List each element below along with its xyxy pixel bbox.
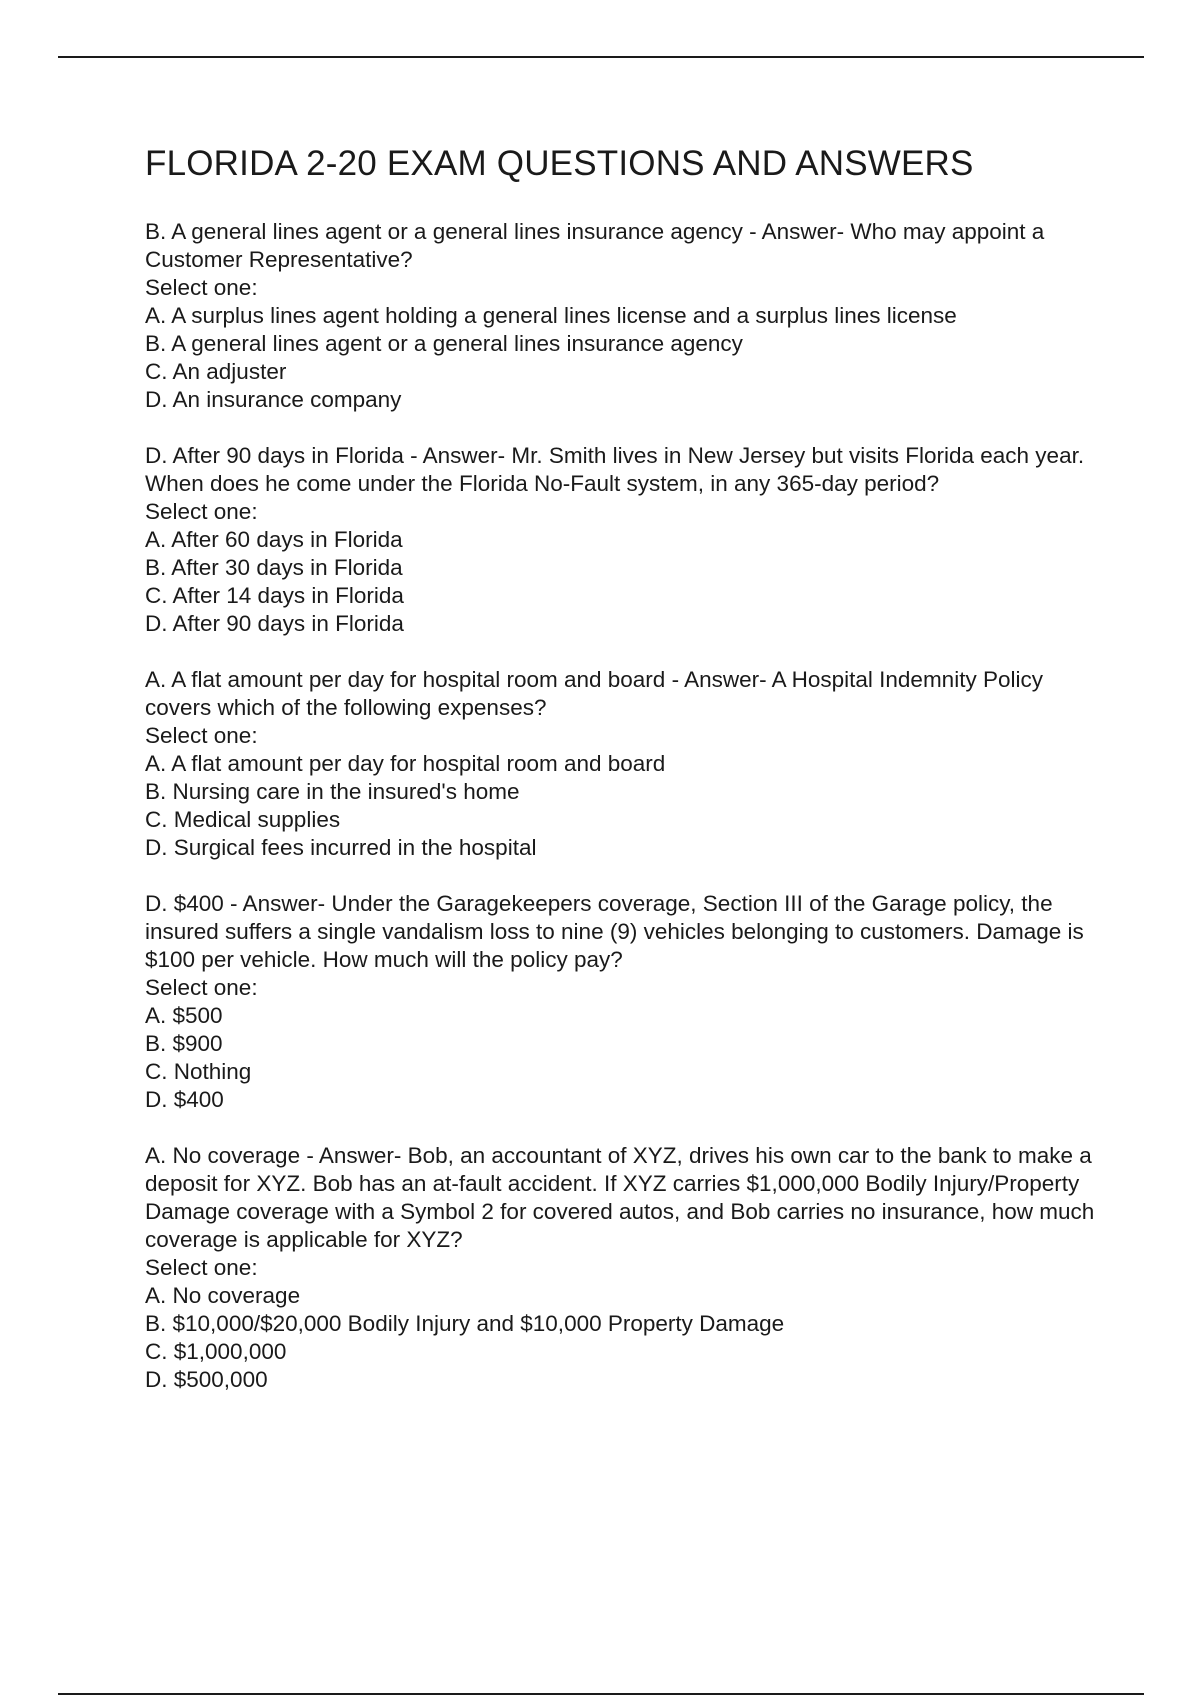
answer-option: B. A general lines agent or a general lines insurance agency [145,331,743,356]
answer-option: A. No coverage [145,1283,301,1308]
bottom-rule [58,1693,1144,1695]
select-one-label: Select one: [145,975,258,1000]
question-block [145,1142,1105,1394]
answer-options [145,526,1105,638]
question-prompt: D. $400 - Answer- Under the Garagekeepers coverage, Section III of the Garage policy, the insured suffers a single vandalism loss to nine (9) vehicles belonging to customers. Damage is $100 per vehicle. How much will the policy pay? [145,891,1084,972]
question-prompt: B. A general lines agent or a general lines insurance agency - Answer- Who may appoint a Customer Representative? [145,219,1045,272]
select-one-label: Select one: [145,275,258,300]
answer-option: A. A flat amount per day for hospital room and board [145,751,666,776]
question-block [145,218,1105,414]
answer-options [145,1002,1105,1114]
answer-option: D. $500,000 [145,1367,268,1392]
answer-option: C. An adjuster [145,359,287,384]
page-title: FLORIDA 2-20 EXAM QUESTIONS AND ANSWERS [145,144,974,183]
answer-option: A. $500 [145,1003,223,1028]
answer-option: A. A surplus lines agent holding a general lines license and a surplus lines license [145,303,957,328]
answer-option: D. An insurance company [145,387,402,412]
answer-options [145,1282,1105,1394]
select-one-label: Select one: [145,1255,258,1280]
answer-options [145,302,1105,414]
answer-option: B. $900 [145,1031,223,1056]
answer-option: B. After 30 days in Florida [145,555,403,580]
select-one-label: Select one: [145,723,258,748]
answer-option: B. $10,000/$20,000 Bodily Injury and $10,000 Property Damage [145,1311,785,1336]
question-prompt: A. A flat amount per day for hospital room and board - Answer- A Hospital Indemnity Policy covers which of the following expenses? [145,667,1043,720]
answer-option: C. $1,000,000 [145,1339,287,1364]
answer-option: C. Medical supplies [145,807,341,832]
question-block [145,890,1105,1114]
answer-option: B. Nursing care in the insured's home [145,779,520,804]
top-rule [58,56,1144,58]
answer-option: D. After 90 days in Florida [145,611,404,636]
question-prompt: A. No coverage - Answer- Bob, an accountant of XYZ, drives his own car to the bank to make a deposit for XYZ. Bob has an at-fault accident. If XYZ carries $1,000,000 Bodily Injury/Property Damage coverage with a Symbol 2 for covered autos, and Bob carries no insurance, how much coverage is applicable for XYZ? [145,1143,1095,1252]
answer-option: A. After 60 days in Florida [145,527,403,552]
select-one-label: Select one: [145,499,258,524]
document-body [145,142,1105,1422]
question-prompt: D. After 90 days in Florida - Answer- Mr. Smith lives in New Jersey but visits Florida each year. When does he come under the Florida No-Fault system, in any 365-day period? [145,443,1085,496]
answer-option: C. After 14 days in Florida [145,583,404,608]
answer-option: D. Surgical fees incurred in the hospital [145,835,537,860]
answer-option: D. $400 [145,1087,224,1112]
answer-option: C. Nothing [145,1059,252,1084]
question-block [145,666,1105,862]
answer-options [145,750,1105,862]
question-block [145,442,1105,638]
